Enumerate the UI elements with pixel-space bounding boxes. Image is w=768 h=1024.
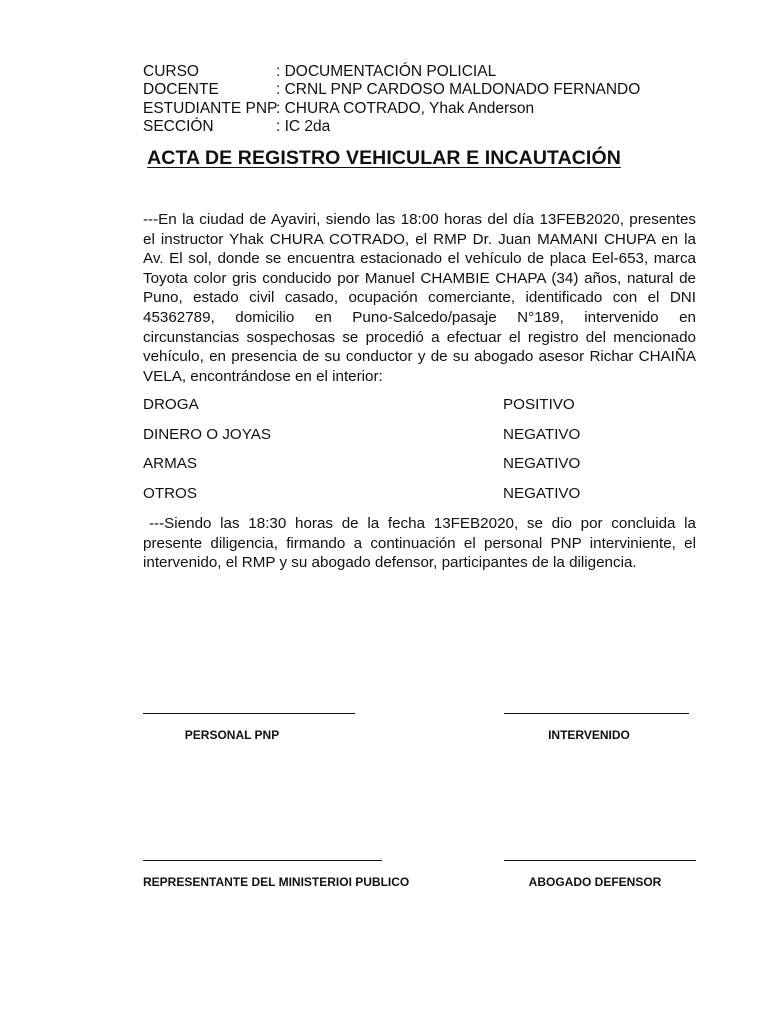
header-value: : IC 2da bbox=[276, 117, 331, 135]
header-row-seccion bbox=[143, 118, 640, 136]
signature-label-abogado: ABOGADO DEFENSOR bbox=[528, 875, 662, 889]
signature-line-ministerio-publico bbox=[143, 860, 382, 861]
header-row-curso bbox=[143, 63, 640, 81]
item-label: DINERO O JOYAS bbox=[143, 426, 271, 443]
item-result: NEGATIVO bbox=[503, 455, 581, 472]
header-value: : CHURA COTRADO, Yhak Anderson bbox=[276, 99, 535, 117]
header-value: : DOCUMENTACIÓN POLICIAL bbox=[276, 63, 497, 80]
item-row-armas bbox=[143, 455, 696, 472]
signature-line-abogado bbox=[504, 860, 696, 861]
signature-line-personal-pnp bbox=[143, 713, 355, 714]
document-header bbox=[143, 63, 640, 136]
item-label: ARMAS bbox=[143, 455, 198, 472]
signature-label-ministerio-publico: REPRESENTANTE DEL MINISTERIOI PUBLICO bbox=[143, 875, 410, 889]
item-row-otros bbox=[143, 485, 696, 502]
paragraph-intro: ---En la ciudad de Ayaviri, siendo las 18:00 horas del día 13FEB2020, presentes el instructor Yhak CHURA COTRADO, el RMP Dr. Juan MAMANI CHUPA en la Av. El sol, donde se encuentra estacionado el vehículo de placa Eel-653, marca Toyota color gris conducido por Manuel CHAMBIE CHAPA (34) años, natural de Puno, estado civil casado, ocupación comerciante, identificado con el DNI 45362789, domicilio en Puno-Salcedo/pasaje N°189, intervenido en circunstancias sospechosas se procedió a efectuar el registro del mencionado vehículo, en presencia de su conductor y de su abogado asesor Richar CHAIÑA VELA, encontrándose en el interior: bbox=[143, 211, 696, 385]
header-row-docente bbox=[143, 81, 640, 99]
signature-label-intervenido: INTERVENIDO bbox=[548, 728, 630, 742]
signature-line-intervenido bbox=[504, 713, 689, 714]
item-label: DROGA bbox=[143, 396, 199, 413]
paragraph-closing: ---Siendo las 18:30 horas de la fecha 13FEB2020, se dio por concluida la presente diligencia, firmando a continuación el personal PNP interviniente, el intervenido, el RMP y su abogado defensor, participantes de la diligencia. bbox=[143, 515, 696, 572]
signature-label-personal-pnp: PERSONAL PNP bbox=[184, 728, 280, 742]
item-row-droga bbox=[143, 396, 696, 413]
header-label: ESTUDIANTE PNP bbox=[143, 99, 278, 117]
item-result: POSITIVO bbox=[503, 396, 575, 413]
header-value: : CRNL PNP CARDOSO MALDONADO FERNANDO bbox=[276, 81, 641, 99]
header-label: CURSO bbox=[143, 63, 199, 80]
header-row-estudiante bbox=[143, 100, 640, 118]
item-row-dinero bbox=[143, 426, 696, 443]
header-label: DOCENTE bbox=[143, 81, 219, 99]
item-result: NEGATIVO bbox=[503, 426, 581, 443]
item-result: NEGATIVO bbox=[503, 485, 581, 502]
document-title: ACTA DE REGISTRO VEHICULAR E INCAUTACIÓN bbox=[147, 147, 621, 169]
item-label: OTROS bbox=[143, 485, 198, 502]
header-label: SECCIÓN bbox=[143, 117, 214, 135]
